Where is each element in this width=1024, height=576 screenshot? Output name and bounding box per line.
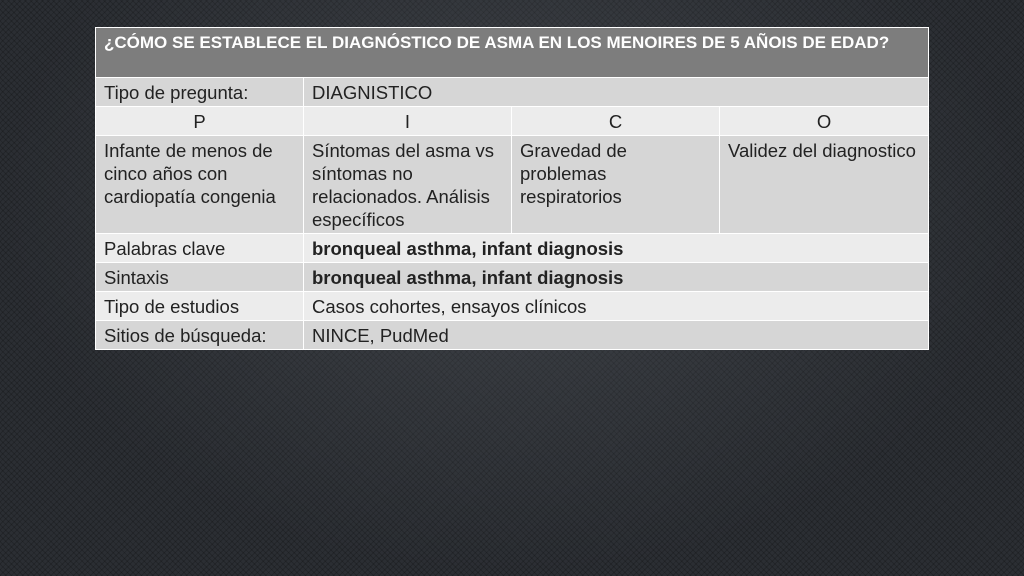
pico-values-row	[96, 136, 929, 234]
pico-table	[95, 27, 929, 350]
title-row	[96, 28, 929, 78]
table-title: ¿CÓMO SE ESTABLECE EL DIAGNÓSTICO DE ASMA EN LOS MENOIRES DE 5 AÑOIS DE EDAD?	[96, 28, 929, 78]
study-type-row	[96, 292, 929, 321]
question-type-value: DIAGNISTICO	[304, 78, 929, 107]
keywords-value: bronqueal asthma, infant diagnosis	[304, 234, 929, 263]
pico-value-i: Síntomas del asma vs síntomas no relacionados. Análisis específicos	[304, 136, 512, 234]
pico-header-o: O	[720, 107, 929, 136]
search-sites-label: Sitios de búsqueda:	[96, 321, 304, 350]
pico-value-p: Infante de menos de cinco años con cardiopatía congenia	[96, 136, 304, 234]
pico-header-c: C	[512, 107, 720, 136]
keywords-label: Palabras clave	[96, 234, 304, 263]
syntax-label: Sintaxis	[96, 263, 304, 292]
syntax-row	[96, 263, 929, 292]
study-type-label: Tipo de estudios	[96, 292, 304, 321]
pico-value-o: Validez del diagnostico	[720, 136, 929, 234]
search-sites-value: NINCE, PudMed	[304, 321, 929, 350]
search-sites-row	[96, 321, 929, 350]
pico-header-row	[96, 107, 929, 136]
syntax-value: bronqueal asthma, infant diagnosis	[304, 263, 929, 292]
question-type-row	[96, 78, 929, 107]
pico-value-c: Gravedad de problemas respiratorios	[512, 136, 720, 234]
keywords-row	[96, 234, 929, 263]
pico-header-p: P	[96, 107, 304, 136]
question-type-label: Tipo de pregunta:	[96, 78, 304, 107]
study-type-value: Casos cohortes, ensayos clínicos	[304, 292, 929, 321]
pico-header-i: I	[304, 107, 512, 136]
